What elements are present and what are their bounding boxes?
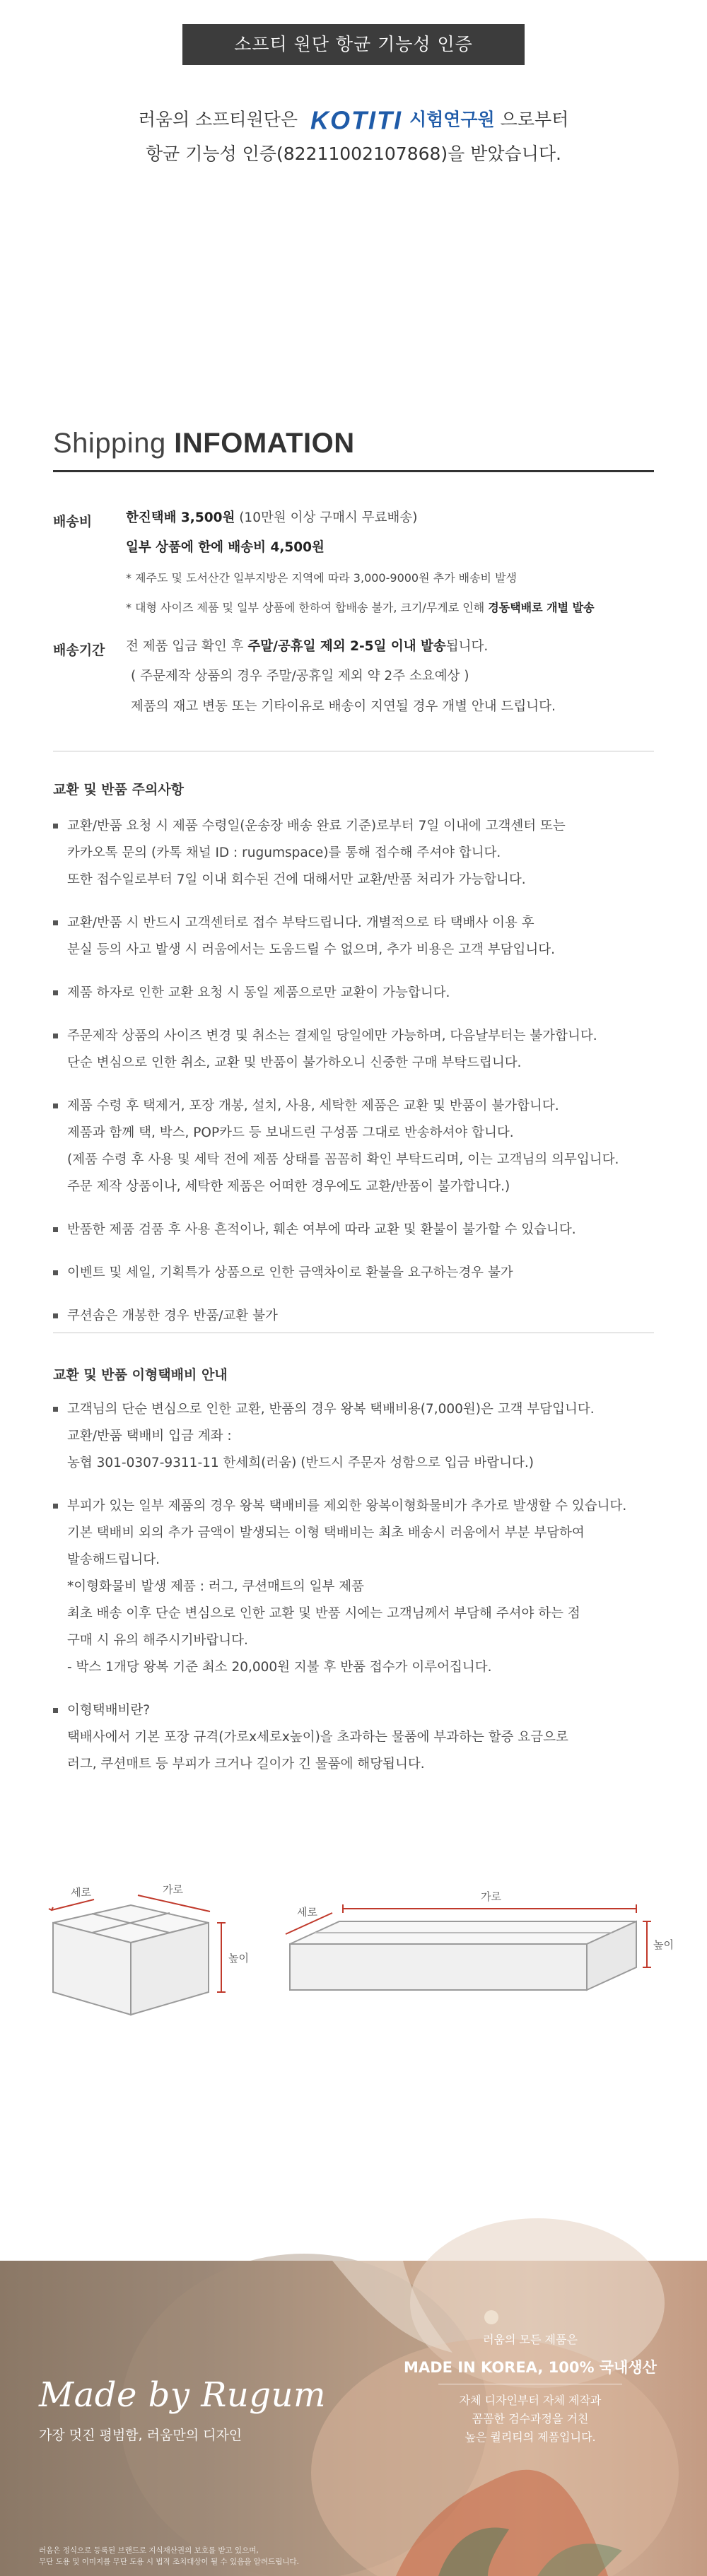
list-item: 고객님의 단순 변심으로 인한 교환, 반품의 경우 왕복 택배비용(7,000원)은 고객 부담입니다. 교환/반품 택배비 입금 계좌 : 농협 301-0307-9311-11 한세희(러움) (반드시 주문자 성함으로 입금 바랍니다.): [53, 1396, 675, 1477]
shipping-period-label: 배송기간: [53, 643, 105, 658]
shipping-fee-label: 배송비: [53, 514, 93, 529]
made-info-line: 꼼꼼한 검수과정을 거친: [472, 2412, 589, 2425]
height-label: 높이: [228, 1952, 249, 1965]
list-item: 교환/반품 요청 시 제품 수령일(운송장 배송 완료 기준)로부터 7일 이내에 고객센터 또는 카카오톡 문의 (카톡 채널 ID : rugumspace)를 통해 접수해 주셔야 합니다. 또한 접수일로부터 7일 이내 회수된 건에 대해서만 교환/반품 처리가 가능합니다.: [53, 813, 675, 894]
width-label: 세로: [297, 1906, 317, 1919]
list-item: 교환/반품 시 반드시 고객센터로 접수 부탁드립니다. 개별적으로 타 택배사 이용 후 분실 등의 사고 발생 시 러움에서는 도움드릴 수 없으며, 추가 비용은 고객 부담입니다.: [53, 910, 675, 964]
shipping-fee-line1: 한진택배 3,500원 (10만원 이상 구매시 무료배송): [126, 510, 418, 525]
shipping-title: Shipping INFOMATION: [53, 428, 355, 459]
list-item: 이형택배비란? 택배사에서 기본 포장 규격(가로x세로x높이)을 초과하는 물품에 부과하는 할증 요금으로 러그, 쿠션매트 등 부피가 크거나 길이가 긴 물품에 해당됩니다.: [53, 1697, 675, 1778]
box-diagram-long: [276, 1866, 672, 2022]
shipping-title-rule: [53, 470, 654, 472]
shipping-period-line2: ( 주문제작 상품의 경우 주말/공휴일 제외 약 2주 소요예상 ): [131, 669, 469, 684]
shipping-fee-note2: * 대형 사이즈 제품 및 일부 상품에 한하여 합배송 불가, 크기/무게로 인해 경동택배로 개별 발송: [126, 601, 595, 614]
list-item: 이벤트 및 세일, 기획특가 상품으로 인한 금액차이로 환불을 요구하는경우 불가: [53, 1260, 675, 1287]
certification-banner: 소프티 원단 항균 기능성 인증: [182, 24, 525, 65]
institute-name: 시험연구원: [409, 109, 495, 130]
fee-info-heading: 교환 및 반품 이형택배비 안내: [53, 1367, 228, 1383]
shipping-fee-line2: 일부 상품에 한에 배송비 4,500원: [126, 540, 325, 555]
kotiti-logo: KOTITI: [310, 105, 402, 135]
list-item: 제품 수령 후 택제거, 포장 개봉, 설치, 사용, 세탁한 제품은 교환 및 반품이 불가합니다. 제품과 함께 택, 박스, POP카드 등 보내드린 구성품 그대로 반송하셔야 합니다. (제품 수령 후 사용 및 세탁 전에 제품 상태를 꼼꼼히 확인 부탁드리며, 이는 고객님의 의무입니다. 주문 제작 상품이나, 세탁한 제품은 어떠한 경우에도 교환/반품이 불가합니다.): [53, 1093, 675, 1200]
list-item: 반품한 제품 검품 후 사용 흔적이나, 훼손 여부에 따라 교환 및 환불이 불가할 수 있습니다.: [53, 1217, 675, 1243]
width-label: 세로: [71, 1886, 91, 1899]
made-in-korea-info: [382, 2331, 679, 2447]
shipping-period-line1: 전 제품 입금 확인 후 주말/공휴일 제외 2-5일 이내 발송됩니다.: [126, 639, 489, 654]
shipping-period-line3: 제품의 재고 변동 또는 기타이유로 배송이 지연될 경우 개별 안내 드립니다.: [131, 699, 556, 714]
made-info-line: 높은 퀄리티의 제품입니다.: [464, 2430, 596, 2444]
certification-number: 항균 기능성 인증(82211002107868)을 받았습니다.: [146, 144, 561, 164]
height-label: 높이: [653, 1938, 674, 1951]
certification-prefix: 러움의 소프티원단은: [138, 109, 298, 130]
list-item: 제품 하자로 인한 교환 요청 시 동일 제품으로만 교환이 가능합니다.: [53, 980, 675, 1007]
certification-suffix: 으로부터: [500, 109, 569, 130]
brand-tagline: 가장 멋진 평범함, 러움만의 디자인: [39, 2428, 243, 2443]
list-item: 쿠션솜은 개봉한 경우 반품/교환 불가: [53, 1303, 675, 1330]
length-label: 가로: [163, 1883, 183, 1896]
length-label: 가로: [481, 1890, 501, 1903]
list-item: 주문제작 상품의 사이즈 변경 및 취소는 결제일 당일에만 가능하며, 다음날부터는 불가합니다. 단순 변심으로 인한 취소, 교환 및 반품이 불가하오니 신중한 구매 부탁드립니다.: [53, 1023, 675, 1077]
shipping-fee-note1: * 제주도 및 도서산간 일부지방은 지역에 따라 3,000-9000원 추가 배송비 발생: [126, 571, 518, 585]
made-info-line: 자체 디자인부터 자체 제작과: [459, 2394, 602, 2407]
fee-info-list: [53, 1396, 675, 1778]
box-diagram-small: [39, 1866, 258, 2029]
exchange-list: [53, 813, 675, 1330]
copyright-notice: 러움은 정식으로 등록된 브랜드로 지식재산권의 보호를 받고 있으며, 무단 도용 및 이미지를 무단 도용 시 법적 조치대상이 될 수 있음을 알려드립니다.: [39, 2546, 299, 2566]
certification-statement: [0, 105, 707, 134]
made-info-intro: 러움의 모든 제품은: [483, 2333, 578, 2346]
made-in-korea-text: MADE IN KOREA, 100% 국내생산: [404, 2359, 657, 2376]
brand-signature: Made by Rugum: [39, 2375, 326, 2415]
list-item: 부피가 있는 일부 제품의 경우 왕복 택배비를 제외한 왕복이형화물비가 추가로 발생할 수 있습니다. 기본 택배비 외의 추가 금액이 발생되는 이형 택배비는 최초 배송시 러움에서 부분 부담하여 발송해드립니다. *이형화물비 발생 제품 : 러그, 쿠션매트의 일부 제품 최초 배송 이후 단순 변심으로 인한 교환 및 반품 시에는 고객님께서 부담해 주셔야 하는 점 구매 시 유의 해주시기바랍니다. - 박스 1개당 왕복 기준 최소 20,000원 지불 후 반품 접수가 이루어집니다.: [53, 1493, 675, 1681]
exchange-heading: 교환 및 반품 주의사항: [53, 782, 185, 797]
brand-footer: [0, 2261, 707, 2576]
